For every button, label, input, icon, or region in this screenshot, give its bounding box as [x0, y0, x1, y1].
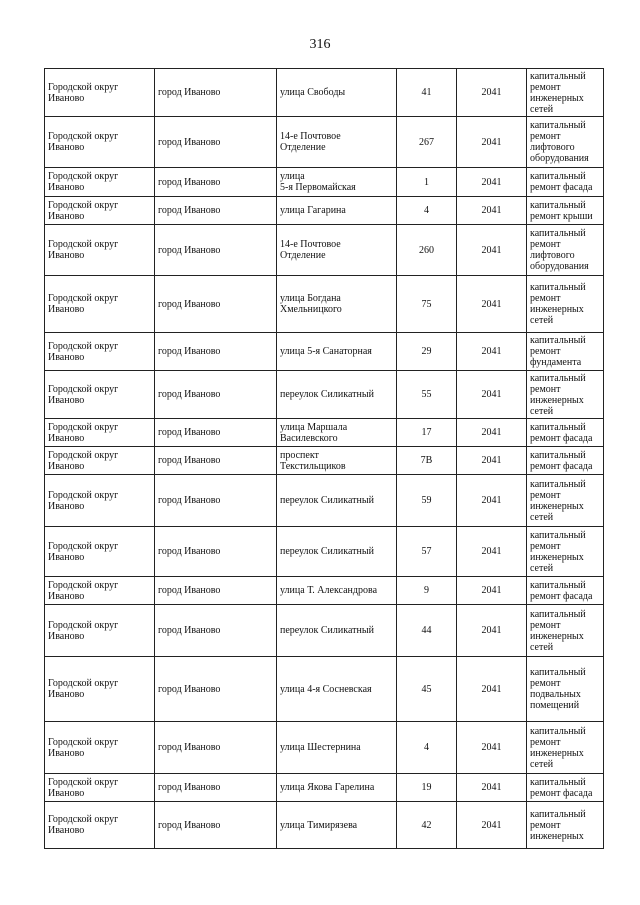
table-row [45, 577, 604, 605]
year-cell: 2041 [457, 276, 527, 333]
work-type-cell-line: капитальный [530, 529, 586, 541]
repair-schedule-table [44, 68, 604, 849]
district-cell-line: Городской округ [48, 340, 119, 352]
district-cell-line: Иваново [48, 142, 85, 153]
district-cell [45, 774, 155, 802]
work-type-cell-line: капитальный [530, 335, 586, 346]
page-number: 316 [309, 37, 331, 52]
district-cell-line: Городской округ [48, 171, 119, 182]
work-type-cell-line: оборудования [530, 261, 589, 272]
work-type-cell [527, 802, 604, 849]
work-type-cell-line: ремонт [530, 81, 561, 93]
work-type-cell [527, 419, 604, 447]
work-type-cell [527, 527, 604, 577]
city-cell: город Иваново [155, 168, 277, 197]
district-cell-line: Городской округ [48, 579, 119, 591]
district-cell-line: Иваново [48, 394, 85, 406]
work-type-cell [527, 276, 604, 333]
street-cell-line: Текстильщиков [280, 460, 346, 472]
work-type-cell [527, 371, 604, 419]
street-cell [277, 447, 397, 475]
work-type-cell-line: капитальный [530, 171, 586, 182]
city-cell: город Иваново [155, 117, 277, 168]
year-cell: 2041 [457, 774, 527, 802]
year-cell: 2041 [457, 722, 527, 774]
city-cell: город Иваново [155, 276, 277, 333]
street-cell-line: улица 4-я Сосневская [280, 683, 372, 695]
work-type-cell-line: инженерных [530, 551, 584, 563]
year-cell: 2041 [457, 333, 527, 371]
district-cell-line: Городской округ [48, 540, 119, 552]
work-type-cell-line: ремонт [530, 736, 561, 748]
street-cell-line: улица Тимирязева [280, 819, 358, 831]
year-cell: 2041 [457, 69, 527, 117]
work-type-cell-line: ремонт [530, 819, 561, 831]
street-cell-line: Василевского [280, 432, 338, 444]
table-row [45, 197, 604, 225]
work-type-cell-line: ремонт [530, 293, 561, 304]
street-cell-line: проспект [280, 449, 319, 461]
street-cell [277, 333, 397, 371]
city-cell: город Иваново [155, 605, 277, 657]
street-cell [277, 371, 397, 419]
district-cell-line: Городской округ [48, 81, 119, 93]
work-type-cell-line: ремонт [530, 489, 561, 501]
street-cell-line: 14-е Почтовое [280, 131, 341, 142]
table-row [45, 475, 604, 527]
street-cell-line: улица Т. Александрова [280, 585, 378, 596]
house-number-cell: 9 [397, 577, 457, 605]
street-cell-line: улица Гагарина [280, 205, 346, 216]
street-cell-line: переулок Силикатный [280, 389, 374, 400]
house-number-cell: 4 [397, 197, 457, 225]
work-type-cell-line: сетей [530, 641, 554, 653]
work-type-cell-line: инженерных [530, 394, 584, 406]
district-cell-line: Иваново [48, 210, 85, 222]
district-cell-line: Городской округ [48, 421, 119, 433]
street-cell-line: улица 5-я Санаторная [280, 346, 372, 357]
year-cell: 2041 [457, 225, 527, 276]
work-type-cell-line: капитальный [530, 667, 586, 678]
district-cell [45, 577, 155, 605]
city-cell: город Иваново [155, 225, 277, 276]
district-cell-line: Городской округ [48, 489, 119, 501]
work-type-cell [527, 168, 604, 197]
district-cell-line: Иваново [48, 689, 85, 700]
district-cell-line: Городской округ [48, 449, 119, 461]
table-row [45, 69, 604, 117]
district-cell [45, 333, 155, 371]
district-cell-line: Иваново [48, 182, 85, 193]
district-cell-line: Городской округ [48, 619, 119, 631]
street-cell [277, 419, 397, 447]
district-cell-line: Городской округ [48, 814, 119, 825]
district-cell [45, 117, 155, 168]
table-row [45, 333, 604, 371]
work-type-cell-line: ремонт фасада [530, 787, 593, 799]
district-cell [45, 225, 155, 276]
city-cell: город Иваново [155, 722, 277, 774]
year-cell: 2041 [457, 475, 527, 527]
district-cell [45, 69, 155, 117]
work-type-cell-line: ремонт [530, 383, 561, 395]
district-cell [45, 605, 155, 657]
house-number-cell: 260 [397, 225, 457, 276]
street-cell-line: улица [280, 171, 305, 182]
district-cell [45, 197, 155, 225]
work-type-cell-line: капитальный [530, 372, 586, 384]
work-type-cell [527, 333, 604, 371]
work-type-cell-line: инженерных [530, 500, 584, 512]
district-cell-line: Городской округ [48, 736, 119, 748]
work-type-cell-line: инженерных [530, 630, 584, 642]
district-cell [45, 722, 155, 774]
work-type-cell-line: капитальный [530, 120, 586, 131]
district-cell-line: Городской округ [48, 776, 119, 788]
table-row [45, 802, 604, 849]
work-type-cell-line: инженерных [530, 92, 584, 104]
street-cell [277, 225, 397, 276]
city-cell: город Иваново [155, 69, 277, 117]
street-cell-line: 5-я Первомайская [280, 182, 356, 193]
year-cell: 2041 [457, 197, 527, 225]
table-row [45, 527, 604, 577]
year-cell: 2041 [457, 527, 527, 577]
work-type-cell [527, 225, 604, 276]
street-cell-line: улица Маршала [280, 421, 348, 433]
city-cell: город Иваново [155, 333, 277, 371]
table-row [45, 371, 604, 419]
street-cell [277, 657, 397, 722]
work-type-cell [527, 117, 604, 168]
street-cell-line: переулок Силикатный [280, 495, 374, 506]
work-type-cell-line: оборудования [530, 153, 589, 164]
work-type-cell [527, 774, 604, 802]
house-number-cell: 1 [397, 168, 457, 197]
street-cell [277, 475, 397, 527]
street-cell-line: улица Якова Гарелина [280, 782, 375, 793]
work-type-cell-line: капитальный [530, 70, 586, 82]
district-cell [45, 371, 155, 419]
district-cell [45, 802, 155, 849]
work-type-cell-line: лифтового [530, 142, 575, 153]
work-type-cell [527, 605, 604, 657]
year-cell: 2041 [457, 168, 527, 197]
work-type-cell-line: капитальный [530, 199, 586, 211]
house-number-cell: 267 [397, 117, 457, 168]
work-type-cell [527, 657, 604, 722]
work-type-cell-line: сетей [530, 315, 554, 326]
district-cell-line: Иваново [48, 250, 85, 261]
work-type-cell-line: ремонт [530, 678, 561, 689]
street-cell-line: переулок Силикатный [280, 546, 374, 557]
work-type-cell-line: инженерных [530, 747, 584, 759]
city-cell: город Иваново [155, 774, 277, 802]
table-row [45, 605, 604, 657]
house-number-cell: 29 [397, 333, 457, 371]
district-cell [45, 447, 155, 475]
work-type-cell-line: капитальный [530, 449, 586, 461]
work-type-cell-line: капитальный [530, 725, 586, 737]
district-cell-line: Иваново [48, 304, 85, 315]
work-type-cell-line: сетей [530, 511, 554, 523]
city-cell: город Иваново [155, 527, 277, 577]
work-type-cell [527, 577, 604, 605]
house-number-cell: 17 [397, 419, 457, 447]
table-row [45, 117, 604, 168]
street-cell-line: улица Богдана [280, 293, 341, 304]
street-cell-line: Отделение [280, 142, 326, 153]
work-type-cell [527, 197, 604, 225]
district-cell [45, 419, 155, 447]
street-cell [277, 197, 397, 225]
table-row [45, 276, 604, 333]
district-cell-line: Городской округ [48, 131, 119, 142]
district-cell-line: Городской округ [48, 383, 119, 395]
city-cell: город Иваново [155, 802, 277, 849]
district-cell-line: Иваново [48, 630, 85, 642]
table-row [45, 722, 604, 774]
district-cell-line: Иваново [48, 787, 85, 799]
work-type-cell-line: ремонт фасада [530, 460, 593, 472]
table-row [45, 447, 604, 475]
year-cell: 2041 [457, 657, 527, 722]
street-cell [277, 722, 397, 774]
district-cell-line: Городской округ [48, 239, 119, 250]
work-type-cell-line: инженерных [530, 304, 584, 315]
district-cell [45, 657, 155, 722]
work-type-cell-line: капитальный [530, 421, 586, 433]
district-cell-line: Городской округ [48, 293, 119, 304]
street-cell [277, 117, 397, 168]
district-cell-line: Иваново [48, 92, 85, 104]
city-cell: город Иваново [155, 371, 277, 419]
street-cell [277, 527, 397, 577]
street-cell-line: 14-е Почтовое [280, 239, 341, 250]
table-row [45, 657, 604, 722]
house-number-cell: 7В [397, 447, 457, 475]
work-type-cell-line: ремонт фасада [530, 432, 593, 444]
year-cell: 2041 [457, 371, 527, 419]
work-type-cell-line: капитальный [530, 228, 586, 239]
district-cell-line: Городской округ [48, 199, 119, 211]
district-cell-line: Городской округ [48, 678, 119, 689]
city-cell: город Иваново [155, 197, 277, 225]
work-type-cell-line: ремонт [530, 131, 561, 142]
city-cell: город Иваново [155, 657, 277, 722]
work-type-cell-line: ремонт [530, 239, 561, 250]
work-type-cell [527, 722, 604, 774]
street-cell [277, 605, 397, 657]
street-cell-line: Отделение [280, 250, 326, 261]
work-type-cell-line: ремонт [530, 540, 561, 552]
house-number-cell: 19 [397, 774, 457, 802]
work-type-cell-line: сетей [530, 405, 554, 417]
street-cell-line: улица Свободы [280, 87, 346, 98]
district-cell [45, 475, 155, 527]
year-cell: 2041 [457, 605, 527, 657]
work-type-cell-line: ремонт [530, 346, 561, 357]
city-cell: город Иваново [155, 577, 277, 605]
work-type-cell-line: сетей [530, 103, 554, 115]
district-cell [45, 276, 155, 333]
street-cell-line: улица Шестернина [280, 742, 361, 753]
work-type-cell-line: сетей [530, 758, 554, 770]
work-type-cell-line: инженерных [530, 830, 584, 842]
street-cell-line: переулок Силикатный [280, 625, 374, 636]
district-cell-line: Иваново [48, 351, 85, 363]
work-type-cell-line: ремонт [530, 619, 561, 631]
district-cell-line: Иваново [48, 432, 85, 444]
work-type-cell-line: капитальный [530, 808, 586, 820]
work-type-cell-line: капитальный [530, 776, 586, 788]
house-number-cell: 57 [397, 527, 457, 577]
house-number-cell: 42 [397, 802, 457, 849]
street-cell [277, 802, 397, 849]
house-number-cell: 4 [397, 722, 457, 774]
street-cell-line: Хмельницкого [280, 304, 342, 315]
street-cell [277, 168, 397, 197]
work-type-cell-line: подвальных [530, 689, 581, 700]
house-number-cell: 59 [397, 475, 457, 527]
street-cell [277, 69, 397, 117]
work-type-cell [527, 447, 604, 475]
work-type-cell-line: капитальный [530, 478, 586, 490]
district-cell [45, 168, 155, 197]
city-cell: город Иваново [155, 475, 277, 527]
city-cell: город Иваново [155, 419, 277, 447]
district-cell-line: Иваново [48, 500, 85, 512]
house-number-cell: 44 [397, 605, 457, 657]
district-cell-line: Иваново [48, 551, 85, 563]
work-type-cell-line: ремонт крыши [530, 210, 593, 222]
work-type-cell-line: лифтового [530, 250, 575, 261]
city-cell: город Иваново [155, 447, 277, 475]
work-type-cell-line: капитальный [530, 579, 586, 591]
district-cell-line: Иваново [48, 825, 85, 836]
work-type-cell [527, 69, 604, 117]
table-row [45, 419, 604, 447]
house-number-cell: 75 [397, 276, 457, 333]
house-number-cell: 41 [397, 69, 457, 117]
table-row [45, 774, 604, 802]
work-type-cell-line: фундамента [530, 357, 582, 368]
street-cell [277, 276, 397, 333]
table-row [45, 168, 604, 197]
district-cell-line: Иваново [48, 590, 85, 602]
year-cell: 2041 [457, 117, 527, 168]
work-type-cell-line: помещений [530, 700, 580, 711]
house-number-cell: 55 [397, 371, 457, 419]
district-cell-line: Иваново [48, 460, 85, 472]
table-row [45, 225, 604, 276]
work-type-cell [527, 475, 604, 527]
street-cell [277, 774, 397, 802]
work-type-cell-line: капитальный [530, 608, 586, 620]
table-body [45, 69, 604, 849]
district-cell-line: Иваново [48, 747, 85, 759]
year-cell: 2041 [457, 802, 527, 849]
house-number-cell: 45 [397, 657, 457, 722]
year-cell: 2041 [457, 447, 527, 475]
work-type-cell-line: ремонт фасада [530, 182, 593, 193]
work-type-cell-line: капитальный [530, 282, 586, 293]
work-type-cell-line: ремонт фасада [530, 590, 593, 602]
year-cell: 2041 [457, 577, 527, 605]
district-cell [45, 527, 155, 577]
work-type-cell-line: сетей [530, 562, 554, 574]
year-cell: 2041 [457, 419, 527, 447]
street-cell [277, 577, 397, 605]
